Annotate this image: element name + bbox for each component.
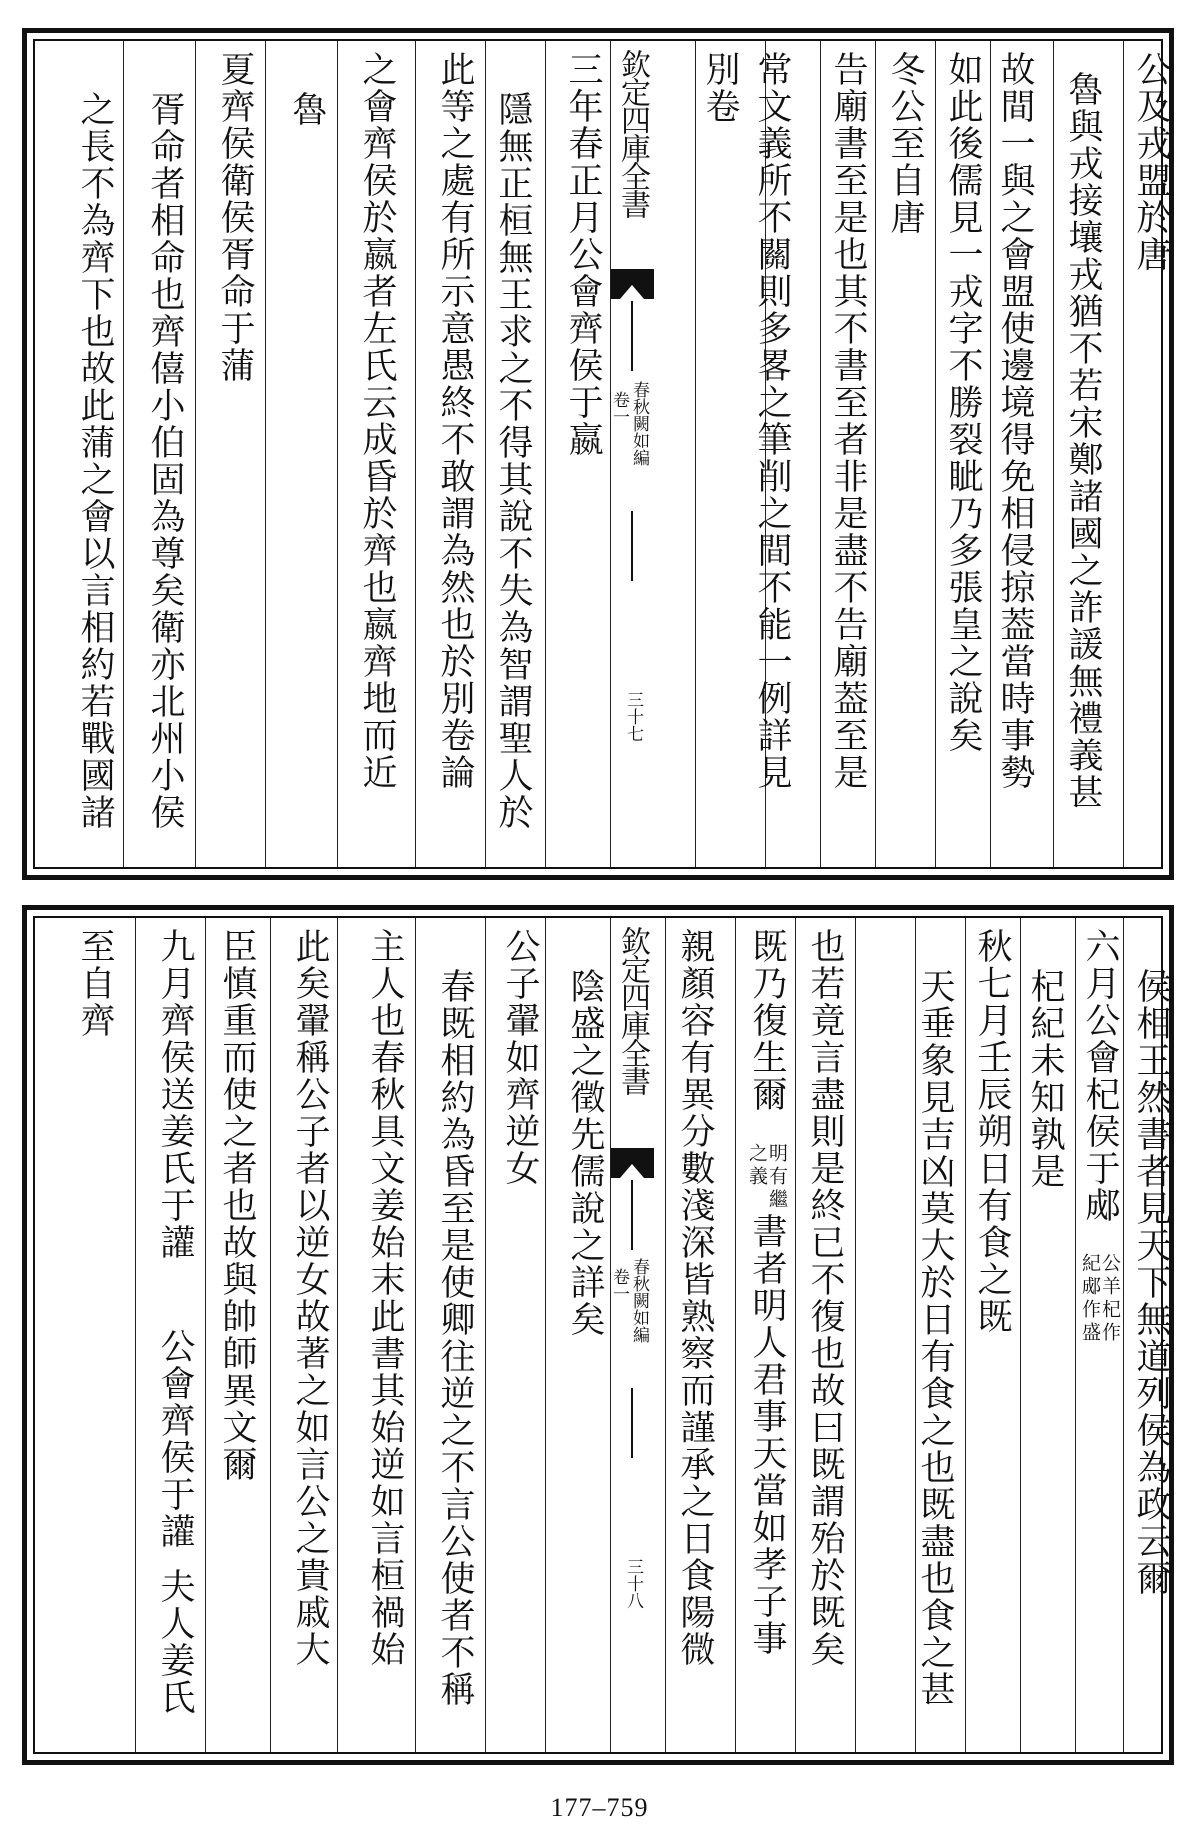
bottom-page	[22, 905, 1174, 1765]
text-column: 至自齊	[75, 928, 115, 1039]
book-title: 欽定四庫全書	[615, 49, 650, 217]
text-column: 侯相王然書者見天下無道列侯為政云爾	[1131, 968, 1171, 1597]
text-column: 別卷	[700, 51, 740, 125]
text-column: 天垂象見吉凶莫大於日有食之也既盡也食之甚	[915, 968, 955, 1708]
volume-label: 卷一	[609, 391, 629, 425]
text-column: 此等之處有所示意愚終不敢謂為然也於別卷論	[435, 51, 475, 791]
text-column: 也若竟言盡則是終已不復也故曰既謂殆於既矣	[805, 928, 845, 1668]
annotation: 公羊杞作	[1099, 1253, 1121, 1345]
volume-label: 卷一	[609, 1268, 629, 1302]
text-column: 秋七月壬辰朔日有食之既	[972, 928, 1012, 1335]
text-column: 既乃復生爾 明有繼 之義 書者明人君事天當如孝子事	[746, 928, 788, 1657]
text-column: 三年春正月公會齊侯于嬴	[563, 51, 603, 458]
top-page	[22, 28, 1174, 880]
text-column: 常文義所不關則多畧之筆削之間不能一例詳見	[752, 51, 792, 791]
text-column: 胥命者相命也齊僖小伯固為尊矣衛亦北州小侯	[145, 91, 185, 831]
book-name: 春秋闕如編	[629, 381, 649, 466]
book-name: 春秋闕如編	[629, 1258, 649, 1343]
page-number: 三十八	[623, 1558, 643, 1609]
text-column: 九月齊侯送姜氏于讙 公會齊侯于讙 夫人姜氏	[155, 928, 195, 1716]
text-column: 冬公至自唐	[885, 51, 925, 236]
top-page-frame	[33, 39, 1171, 869]
center-band	[610, 918, 656, 1752]
text-column: 夏齊侯衛侯胥命于蒲	[215, 51, 255, 384]
annotation: 紀郕作盛	[1079, 1253, 1101, 1345]
book-title: 欽定四庫全書	[615, 926, 650, 1094]
text-column: 如此後儒見一戎字不勝裂眦乃多張皇之說矣	[943, 51, 983, 754]
text-column: 主人也春秋具文姜始末此書其始逆如言桓禍始	[365, 928, 405, 1668]
text-column: 告廟書至是也其不書至者非是盡不告廟葢至是	[828, 51, 868, 791]
text-column: 杞紀未知孰是	[1025, 968, 1065, 1190]
text-column: 春既相約為昏至是使卿往逆之不言公使者不稱	[435, 968, 475, 1708]
page-number: 三十七	[623, 691, 643, 742]
text-column: 公子翬如齊逆女	[500, 928, 540, 1187]
text-column: 故間一與之會盟使邊境得免相侵掠葢當時事勢	[995, 51, 1035, 791]
text-column: 臣慎重而使之者也故與帥師異文爾	[217, 928, 257, 1483]
text-column: 親顏容有異分數淺深皆熟察而謹承之日食陽微	[675, 928, 715, 1668]
text-column: 六月公會杞侯于郕 公羊杞作 紀郕作盛	[1079, 928, 1121, 1345]
text-column: 之長不為齊下也故此蒲之會以言相約若戰國諸	[75, 91, 115, 831]
page-footer-number: 177–759	[550, 1793, 649, 1822]
text-column: 魯與戎接壤戎猶不若宋鄭諸國之詐諼無禮義甚	[1063, 71, 1103, 811]
text-column: 公及戎盟於唐	[1131, 51, 1171, 273]
center-band	[610, 41, 656, 867]
text-column: 此矣翬稱公子者以逆女故著之如言公之貴戚大	[290, 928, 330, 1668]
annotation: 明有繼	[766, 1143, 788, 1212]
text-column: 陰盛之徵先儒說之詳矣	[565, 968, 605, 1338]
bottom-page-frame	[33, 916, 1171, 1754]
text-column: 魯	[287, 91, 327, 128]
text-column: 之會齊侯於嬴者左氏云成昏於齊也嬴齊地而近	[357, 51, 397, 791]
annotation: 之義	[746, 1143, 768, 1189]
text-column: 隱無正桓無王求之不得其說不失為智謂聖人於	[493, 91, 533, 831]
